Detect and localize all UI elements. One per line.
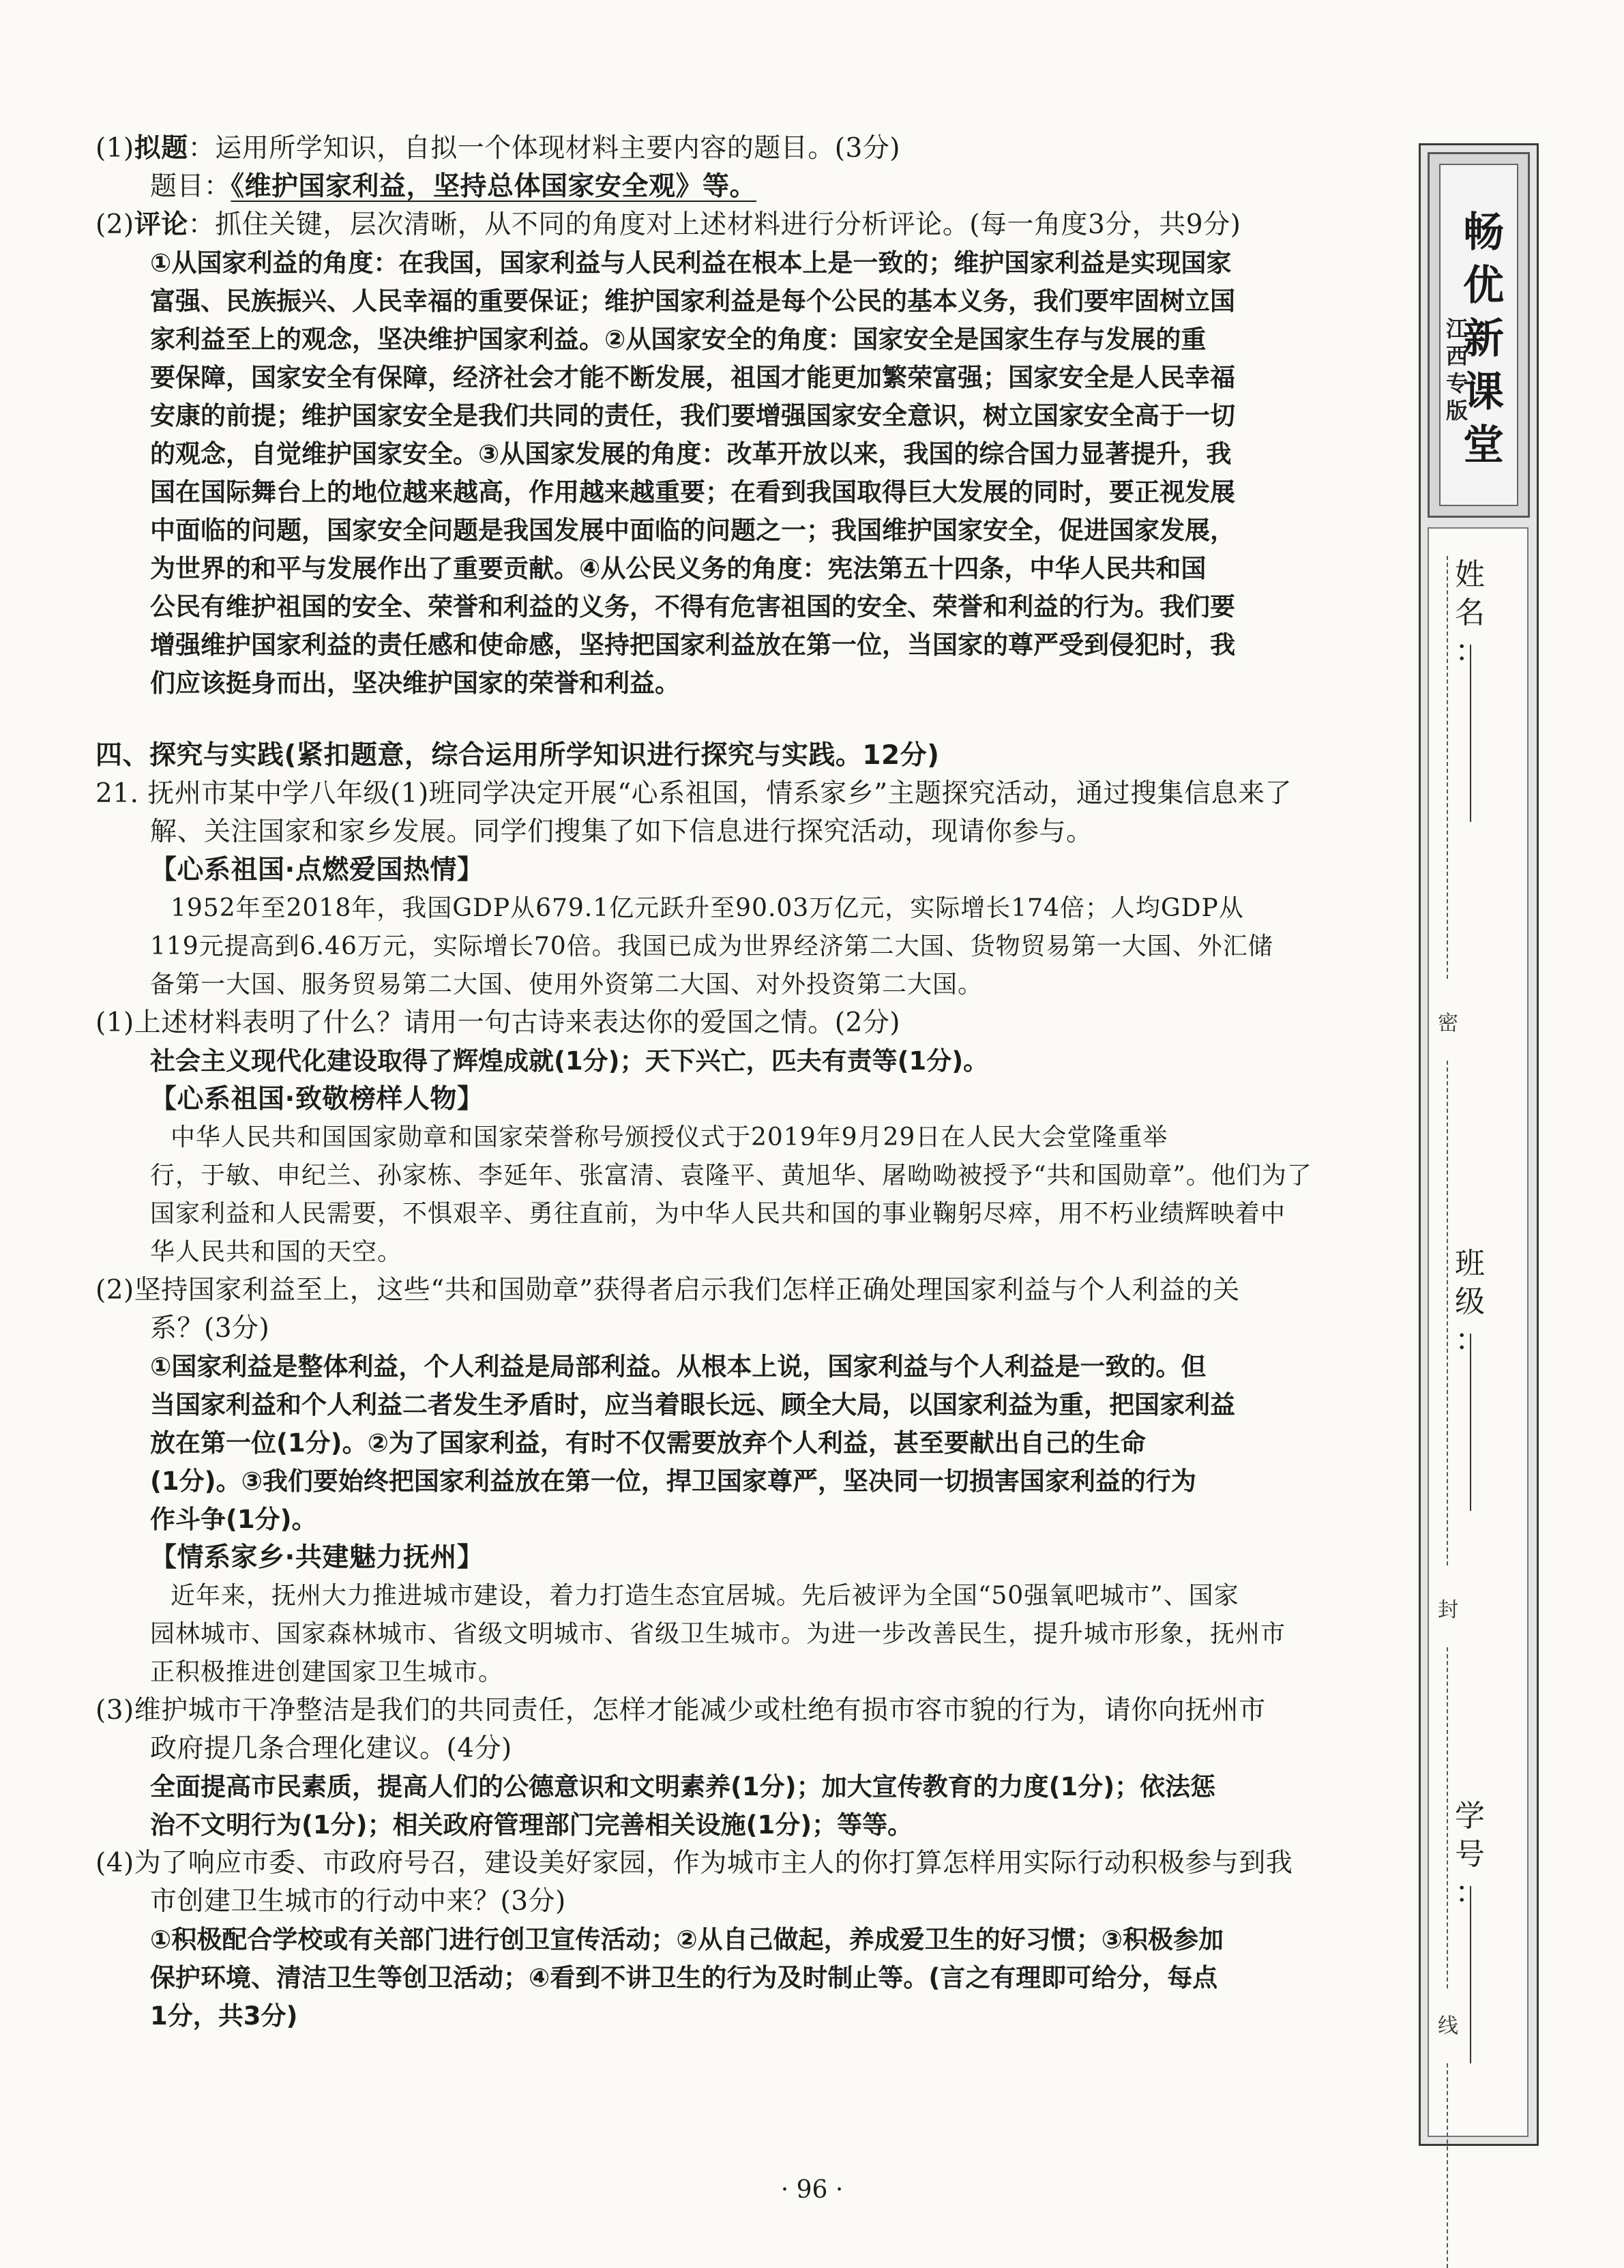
text-line: 安康的前提；维护国家安全是我们共同的责任，我们要增强国家安全意识，树立国家安全高于一切	[150, 401, 1235, 430]
text-line: (2)坚持国家利益至上，这些“共和国勋章”获得者启示我们怎样正确处理国家利益与个人利益的关	[95, 1275, 1240, 1306]
name-line[interactable]	[1470, 645, 1471, 822]
text-line	[95, 1080, 1405, 1119]
text-line: ①国家利益是整体利益，个人利益是局部利益。从根本上说，国家利益与个人利益是一致的。但	[150, 1352, 1207, 1381]
page-number: · 96 ·	[780, 2176, 844, 2204]
text-line: 放在第一位(1分)。②为了国家利益，有时不仅需要放弃个人利益，甚至要献出自己的生命	[150, 1428, 1146, 1458]
text-line: 备第一大国、服务贸易第二大国、使用外资第二大国、对外投资第二大国。	[150, 971, 984, 999]
text-line	[95, 851, 1405, 889]
text-line: 保护环境、清洁卫生等创卫活动；④看到不讲卫生的行为及时制止等。(言之有理即可给分，每点	[150, 1963, 1218, 1992]
name-label: 姓 名 ：	[1455, 557, 1485, 668]
brand-subtitle: 江 西 专 版	[1445, 316, 1468, 424]
text-line: 富强、民族振兴、人民幸福的重要保证；维护国家利益是每个公民的基本义务，我们要牢固树立国	[150, 286, 1235, 316]
brand-plate-inner	[1439, 164, 1518, 506]
seal-mark-xian: 线	[1438, 2014, 1458, 2038]
text-line: 治不文明行为(1分)；相关政府管理部门完善相关设施(1分)；等等。	[150, 1810, 913, 1840]
text-line: 中华人民共和国国家勋章和国家荣誉称号颁授仪式于2019年9月29日在人民大会堂隆重举	[171, 1123, 1168, 1151]
text-line: 119元提高到6.46万元，实际增长70倍。我国已成为世界经济第二大国、货物贸易第一大国、外汇储	[150, 932, 1273, 960]
text-line: 系？(3分)	[150, 1313, 270, 1344]
text-line: 全面提高市民素质，提高人们的公德意识和文明素养(1分)；加大宣传教育的力度(1分)；依法惩	[150, 1772, 1216, 1801]
class-label: 班 级 ：	[1455, 1246, 1485, 1357]
seal-mark-mi: 密	[1438, 1012, 1458, 1035]
text-line: 们应该挺身而出，坚决维护国家的荣誉和利益。	[150, 668, 680, 698]
seal-dash-line	[1447, 556, 1448, 979]
class-line[interactable]	[1470, 1334, 1471, 1511]
text-line: 园林城市、国家森林城市、省级文明城市、省级卫生城市。为进一步改善民生，提升城市形象，抚州市	[150, 1620, 1286, 1648]
binding-sidebar	[1419, 143, 1539, 2146]
page-content	[95, 130, 1405, 2035]
text-line: 政府提几条合理化建议。(4分)	[150, 1733, 512, 1764]
text-line	[95, 1539, 1405, 1577]
text-line: ①从国家利益的角度：在我国，国家利益与人民利益在根本上是一致的；维护国家利益是实现国家	[150, 248, 1232, 278]
student-info-strip	[1428, 527, 1529, 2137]
text-line: (3)维护城市干净整洁是我们的共同责任，怎样才能减少或杜绝有损市容市貌的行为，请你向抚州市	[95, 1695, 1266, 1726]
text-run: ：抓住关键，层次清晰，从不同的角度对上述材料进行分析评论。(每一角度3分，共9分)	[188, 209, 1241, 240]
text-line: 1分，共3分)	[150, 2001, 298, 2031]
text-line: 增强维护国家利益的责任感和使命感，坚持把国家利益放在第一位，当国家的尊严受到侵犯时，我	[150, 630, 1235, 660]
text-run: 《维护国家利益，坚持总体国家安全观》等。	[231, 171, 757, 202]
text-run: 拟题	[134, 133, 188, 164]
seal-dash-line	[1447, 2063, 1448, 2268]
seal-dash-line	[1447, 1647, 1448, 1988]
text-line: 社会主义现代化建设取得了辉煌成就(1分)；天下兴亡，匹夫有责等(1分)。	[150, 1046, 989, 1076]
text-line: 市创建卫生城市的行动中来？(3分)	[150, 1886, 566, 1917]
text-run: 题目：	[150, 171, 231, 202]
id-line[interactable]	[1470, 1886, 1471, 2063]
text-run: (2)	[95, 209, 134, 240]
text-line: 作斗争(1分)。	[150, 1505, 317, 1534]
text-line	[95, 130, 1405, 168]
text-line: 国家利益和人民需要，不惧艰辛、勇往直前，为中华人民共和国的事业鞠躬尽瘁，用不朽业绩辉映着中	[150, 1200, 1286, 1228]
text-line: 1952年至2018年，我国GDP从679.1亿元跃升至90.03万亿元，实际增长174倍；人均GDP从	[171, 894, 1244, 922]
text-run: (1)	[95, 133, 134, 164]
text-line: 正积极推进创建国家卫生城市。	[150, 1658, 504, 1686]
brand-plate	[1428, 152, 1530, 518]
text-run: 四、探究与实践(紧扣题意，综合运用所学知识进行探究与实践。12分)	[95, 740, 940, 771]
section-gap	[95, 703, 1405, 737]
text-line: 要保障，国家安全有保障，经济社会才能不断发展，祖国才能更加繁荣富强；国家安全是人民幸福	[150, 363, 1235, 392]
text-line	[95, 206, 1405, 244]
text-run: 评论	[134, 209, 188, 240]
text-line: 家利益至上的观念，坚决维护国家利益。②从国家安全的角度：国家安全是国家生存与发展的重	[150, 325, 1207, 354]
text-run: 【心系祖国·点燃爱国热情】	[150, 855, 484, 885]
text-line	[95, 737, 1405, 775]
text-line: 的观念，自觉维护国家安全。③从国家发展的角度：改革开放以来，我国的综合国力显著提升，我	[150, 439, 1232, 469]
text-line: 国在国际舞台上的地位越来越高，作用越来越重要；在看到我国取得巨大发展的同时，要正视发展	[150, 477, 1235, 507]
text-line: 近年来，抚州大力推进城市建设，着力打造生态宜居城。先后被评为全国“50强氧吧城市”、国家	[171, 1582, 1239, 1610]
id-label: 学 号 ：	[1455, 1799, 1485, 1910]
text-line: 21. 抚州市某中学八年级(1)班同学决定开展“心系祖国，情系家乡”主题探究活动，通过搜集信息来了	[95, 778, 1293, 809]
seal-dash-line	[1447, 1061, 1448, 1565]
text-line: 行，于敏、申纪兰、孙家栋、李延年、张富清、袁隆平、黄旭华、屠呦呦被授予“共和国勋章”。他们为了	[150, 1162, 1312, 1190]
brand-title: 畅 优 新 课 堂	[1463, 209, 1504, 469]
text-line: 中面临的问题，国家安全问题是我国发展中面临的问题之一；我国维护国家安全，促进国家发展，	[150, 516, 1235, 545]
text-line: ①积极配合学校或有关部门进行创卫宣传活动；②从自己做起，养成爱卫生的好习惯；③积极参加	[150, 1925, 1224, 1954]
text-line: 解、关注国家和家乡发展。同学们搜集了如下信息进行探究活动，现请你参与。	[150, 816, 1093, 847]
text-line	[95, 168, 1405, 206]
seal-mark-feng: 封	[1438, 1598, 1458, 1622]
text-line: (1)上述材料表明了什么？请用一句古诗来表达你的爱国之情。(2分)	[95, 1007, 900, 1038]
text-line: 公民有维护祖国的安全、荣誉和利益的义务，不得有危害祖国的安全、荣誉和利益的行为。我们要	[150, 592, 1235, 621]
text-line: (4)为了响应市委、市政府号召，建设美好家园，作为城市主人的你打算怎样用实际行动积极参与到我	[95, 1848, 1293, 1879]
text-run: 【情系家乡·共建魅力抚州】	[150, 1542, 484, 1573]
text-line: 当国家利益和个人利益二者发生矛盾时，应当着眼长远、顾全大局，以国家利益为重，把国家利益	[150, 1390, 1235, 1419]
text-line: 华人民共和国的天空。	[150, 1238, 403, 1266]
text-line: (1分)。③我们要始终把国家利益放在第一位，捍卫国家尊严，坚决同一切损害国家利益的行为	[150, 1467, 1196, 1496]
text-run: 【心系祖国·致敬榜样人物】	[150, 1084, 484, 1115]
text-run: ：运用所学知识，自拟一个体现材料主要内容的题目。(3分)	[188, 133, 901, 164]
text-line: 为世界的和平与发展作出了重要贡献。④从公民义务的角度：宪法第五十四条，中华人民共和国	[150, 554, 1207, 583]
